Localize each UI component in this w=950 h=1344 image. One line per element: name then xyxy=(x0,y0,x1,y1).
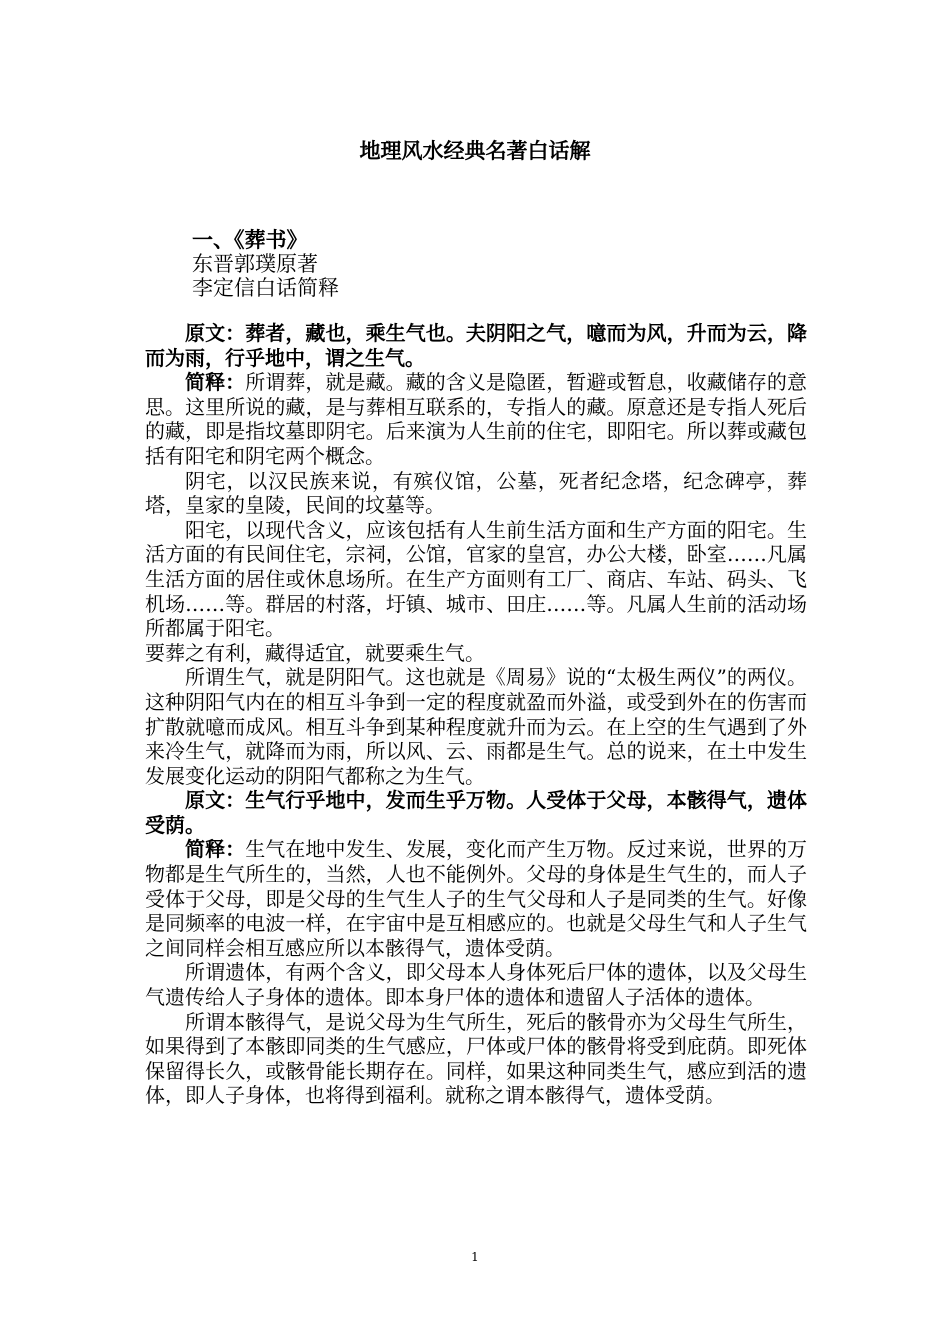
paragraph-label: 原文： xyxy=(185,321,246,345)
paragraph-label: 简释： xyxy=(185,370,246,395)
paragraph-text: 阴宅，以汉民族来说，有殡仪馆，公墓，死者纪念塔，纪念碑亭，葬塔，皇家的皇陵，民间的坟墓等。 xyxy=(145,468,807,518)
document-body xyxy=(145,321,807,1108)
paragraph-text: 生气在地中发生、发展，变化而产生万物。反过来说，世界的万物都是生气所生的，当然，人也不能例外。父母的身体是生气生的，而人子受体于父母，即是父母的生气生人子的生气父母和人子是同类的生气。好像是同频率的电波一样，在宇宙中是互相感应的。也就是父母生气和人子生气之间同样会相互感应所以本骸得气，遗体受荫。 xyxy=(145,837,808,960)
section-heading: 一、《葬书》 xyxy=(192,227,308,252)
paragraph xyxy=(145,1010,807,1108)
paragraph xyxy=(145,960,807,1009)
annotator-line: 李定信白话简释 xyxy=(192,276,339,300)
author-line: 东晋郭璞原著 xyxy=(192,252,318,276)
paragraph-text: 阳宅，以现代含义，应该包括有人生前生活方面和生产方面的阳宅。生活方面的有民间住宅，宗祠，公馆，官家的皇宫，办公大楼，卧室……凡属生活方面的居住或休息场所。在生产方面则有工厂、商店、车站、码头、飞机场……等。群居的村落，圩镇、城市、田庄……等。凡属人生前的活动场所都属于阳宅。 xyxy=(145,517,807,641)
book-intro xyxy=(192,228,832,300)
paragraph-text: 所谓生气，就是阴阳气。这也就是《周易》说的“太极生两仪”的两仪。这种阴阳气内在的相互斗争到一定的程度就盈而外溢，或受到外在的伤害而扩散就噫而成风。相互斗争到某种程度就升而为云。在上空的生气遇到了外来冷生气，就降而为雨，所以风、云、雨都是生气。总的说来，在土中发生发展变化运动的阴阳气都称之为生气。 xyxy=(145,665,807,788)
paragraph-original-2 xyxy=(145,788,807,837)
paragraph-label: 简释： xyxy=(185,837,246,862)
paragraph-text: 生气行乎地中，发而生乎万物。人受体于父母，本骸得气，遗体受荫。 xyxy=(145,788,808,837)
paragraph-text: 葬者，藏也，乘生气也。夫阴阳之气，噫而为风，升而为云，降而为雨，行乎地中，谓之生气。 xyxy=(145,321,808,370)
paragraph-annotation-1 xyxy=(145,370,807,468)
paragraph-text: 所谓本骸得气，是说父母为生气所生，死后的骸骨亦为父母生气所生，如果得到了本骸即同类的生气感应，尸体或尸体的骸骨将受到庇荫。即死体保留得长久，或骸骨能长期存在。同样，如果这种同类生气，感应到活的遗体，即人子身体，也将得到福利。就称之谓本骸得气，遗体受荫。 xyxy=(145,1009,807,1108)
document-title: 地理风水经典名著白话解 xyxy=(359,139,591,163)
paragraph-label: 原文： xyxy=(185,788,246,813)
paragraph xyxy=(145,469,807,518)
paragraph xyxy=(145,641,807,666)
paragraph-text: 所谓葬，就是藏。藏的含义是隐匿，暂避或暂息，收藏储存的意思。这里所说的藏，是与葬相互联系的，专指人的藏。原意还是专指人死后的藏，即是指坟墓即阴宅。后来演为人生前的住宅，即阳宅。所以葬或藏包括有阳宅和阴宅两个概念。 xyxy=(145,370,808,468)
paragraph-annotation-2 xyxy=(145,837,807,960)
paragraph-text: 要葬之有利，藏得适宜，就要乘生气。 xyxy=(145,640,485,665)
paragraph xyxy=(145,665,807,788)
paragraph-original-1 xyxy=(145,321,807,370)
page-number: 1 xyxy=(471,1250,479,1264)
paragraph xyxy=(145,518,807,641)
paragraph-text: 所谓遗体，有两个含义，即父母本人身体死后尸体的遗体，以及父母生气遗传给人子身体的遗体。即本身尸体的遗体和遗留人子活体的遗体。 xyxy=(145,960,807,1010)
